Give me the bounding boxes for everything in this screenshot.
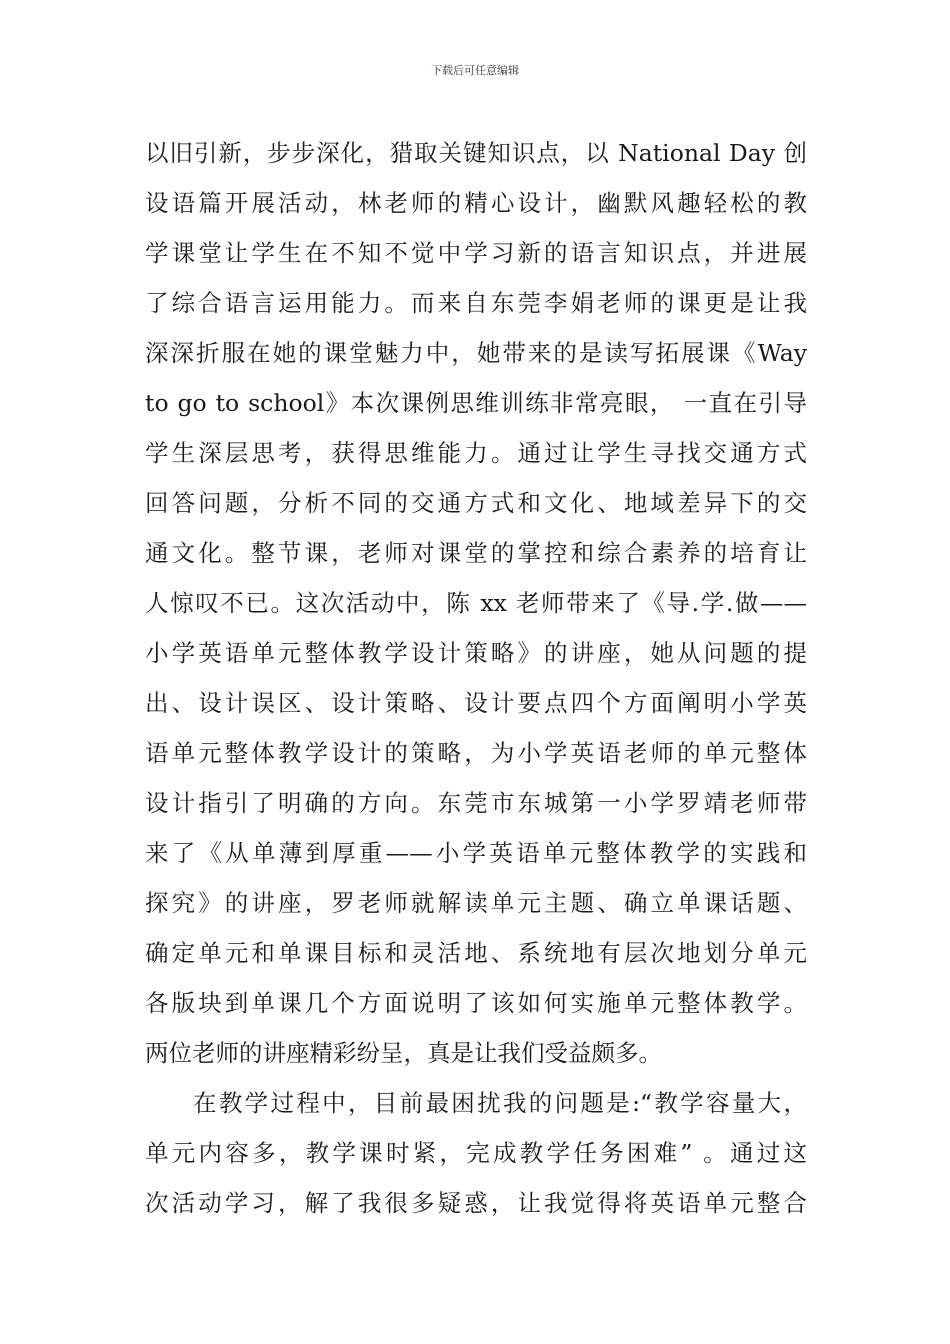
text-line: 设计指引了明确的方向。东莞市东城第一小学罗靖老师带 (145, 789, 807, 817)
text-line: 语单元整体教学设计的策略，为小学英语老师的单元整体 (145, 739, 807, 767)
document-body (145, 128, 807, 1228)
text-line: 探究》的讲座，罗老师就解读单元主题、确立单课话题、 (145, 889, 807, 917)
text-line: 了综合语言运用能力。而来自东莞李娟老师的课更是让我 (145, 289, 807, 317)
text-line: 回答问题，分析不同的交通方式和文化、地域差异下的交 (145, 489, 807, 517)
text-line: 深深折服在她的课堂魅力中，她带来的是读写拓展课《Way (145, 339, 807, 367)
text-line: 小学英语单元整体教学设计策略》的讲座，她从问题的提 (145, 639, 807, 667)
text-line: 次活动学习，解了我很多疑惑，让我觉得将英语单元整合 (145, 1189, 807, 1217)
text-line: 单元内容多，教学课时紧，完成教学任务困难” 。通过这 (145, 1139, 807, 1167)
text-line: 确定单元和单课目标和灵活地、系统地有层次地划分单元 (145, 939, 807, 967)
text-line: 学生深层思考，获得思维能力。通过让学生寻找交通方式 (145, 439, 807, 467)
page-header: 下载后可任意编辑 (431, 64, 519, 77)
text-line: 以旧引新，步步深化，猎取关键知识点，以 National Day 创 (145, 139, 807, 167)
text-line: to go to school》本次课例思维训练非常亮眼， 一直在引导 (145, 389, 807, 417)
text-line: 通文化。整节课，老师对课堂的掌控和综合素养的培育让 (145, 539, 807, 567)
text-line: 出、设计误区、设计策略、设计要点四个方面阐明小学英 (145, 689, 807, 717)
text-line: 来了《从单薄到厚重——小学英语单元整体教学的实践和 (145, 839, 807, 867)
text-line: 在教学过程中，目前最困扰我的问题是:“教学容量大， (193, 1089, 807, 1117)
text-line: 人惊叹不已。这次活动中，陈 xx 老师带来了《导.学.做—— (145, 589, 807, 617)
text-line: 各版块到单课几个方面说明了该如何实施单元整体教学。 (145, 989, 807, 1017)
text-line: 学课堂让学生在不知不觉中学习新的语言知识点，并进展 (145, 239, 807, 267)
text-line: 两位老师的讲座精彩纷呈，真是让我们受益颇多。 (145, 1039, 662, 1067)
text-line: 设语篇开展活动，林老师的精心设计，幽默风趣轻松的教 (145, 189, 807, 217)
